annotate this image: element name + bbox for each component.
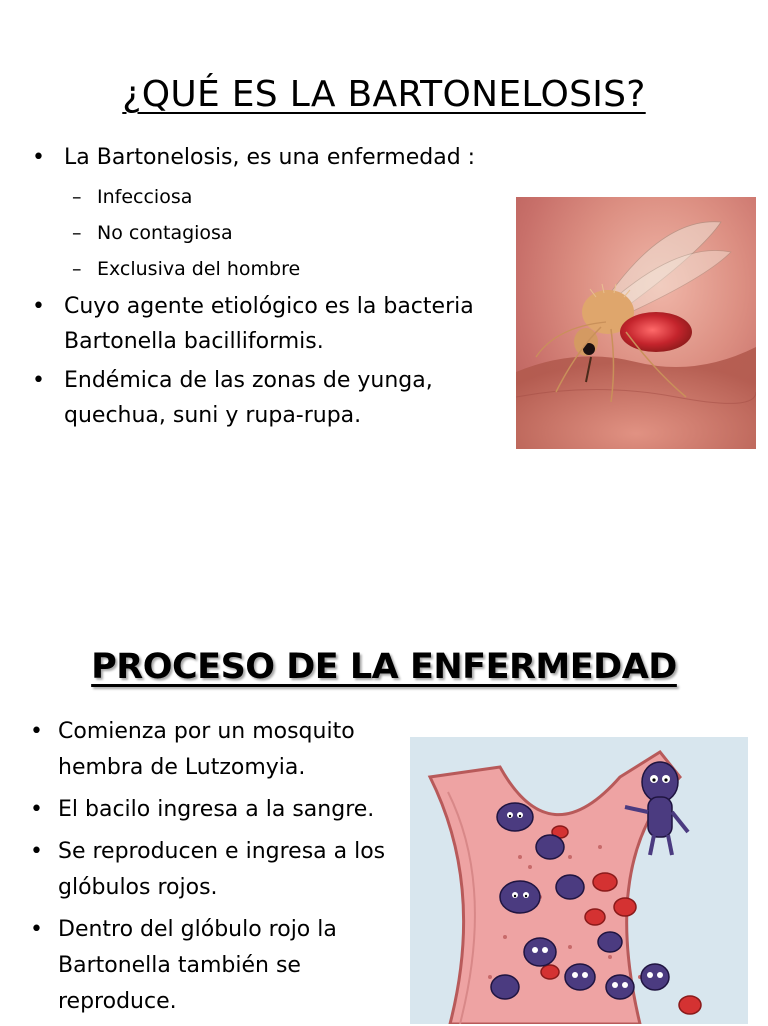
bullet-item: [28, 912, 403, 1020]
bullet-item: [28, 792, 403, 828]
bullet-text: El bacilo ingresa a la sangre.: [58, 797, 375, 822]
bullet-item: [30, 289, 500, 359]
bullet-dot: •: [32, 368, 45, 393]
bullet-text: Dentro del glóbulo rojo la Bartonella también se reproduce.: [58, 917, 337, 1014]
bullet-list: [28, 714, 403, 1026]
bullet-text: Comienza por un mosquito hembra de Lutzomyia.: [58, 719, 355, 780]
blood-vessel-illustration: [410, 737, 748, 1024]
bullet-text: Endémica de las zonas de yunga, quechua, suni y rupa-rupa.: [64, 368, 433, 428]
bullet-item: [30, 140, 500, 175]
bullet-dot: •: [30, 797, 43, 822]
bullet-dash: –: [72, 186, 82, 208]
bullet-dot: •: [32, 145, 45, 170]
bullet-dot: •: [30, 839, 43, 864]
sandfly-photo: [516, 197, 756, 449]
bullet-text: Cuyo agente etiológico es la bacteria Bartonella bacilliformis.: [64, 294, 474, 354]
slide-what-is-bartonellosis: [0, 0, 768, 512]
sub-bullet-text: No contagiosa: [97, 222, 233, 244]
bullet-text: Se reproducen e ingresa a los glóbulos rojos.: [58, 839, 386, 900]
sub-bullet-item: [30, 251, 500, 287]
bullet-item: [28, 714, 403, 786]
bullet-item: [30, 363, 500, 433]
bullet-dash: –: [72, 258, 82, 280]
blood-vessel-bacteria-icon: [410, 737, 748, 1024]
slide-title: PROCESO DE LA ENFERMEDAD: [91, 647, 677, 688]
slide-title: ¿QUÉ ES LA BARTONELOSIS?: [122, 74, 646, 116]
bullet-dash: –: [72, 222, 82, 244]
sub-bullet-item: [30, 179, 500, 215]
sub-bullet-text: Infecciosa: [97, 186, 193, 208]
bullet-item: [28, 834, 403, 906]
bullet-dot: •: [32, 294, 45, 319]
sub-bullet-text: Exclusiva del hombre: [97, 258, 301, 280]
bullet-list: [30, 140, 500, 437]
bullet-dot: •: [30, 917, 43, 942]
bullet-dot: •: [30, 719, 43, 744]
bullet-text: La Bartonelosis, es una enfermedad :: [64, 145, 476, 170]
sub-bullet-item: [30, 215, 500, 251]
sandfly-icon: [516, 197, 756, 449]
slide-disease-process: [0, 512, 768, 1024]
